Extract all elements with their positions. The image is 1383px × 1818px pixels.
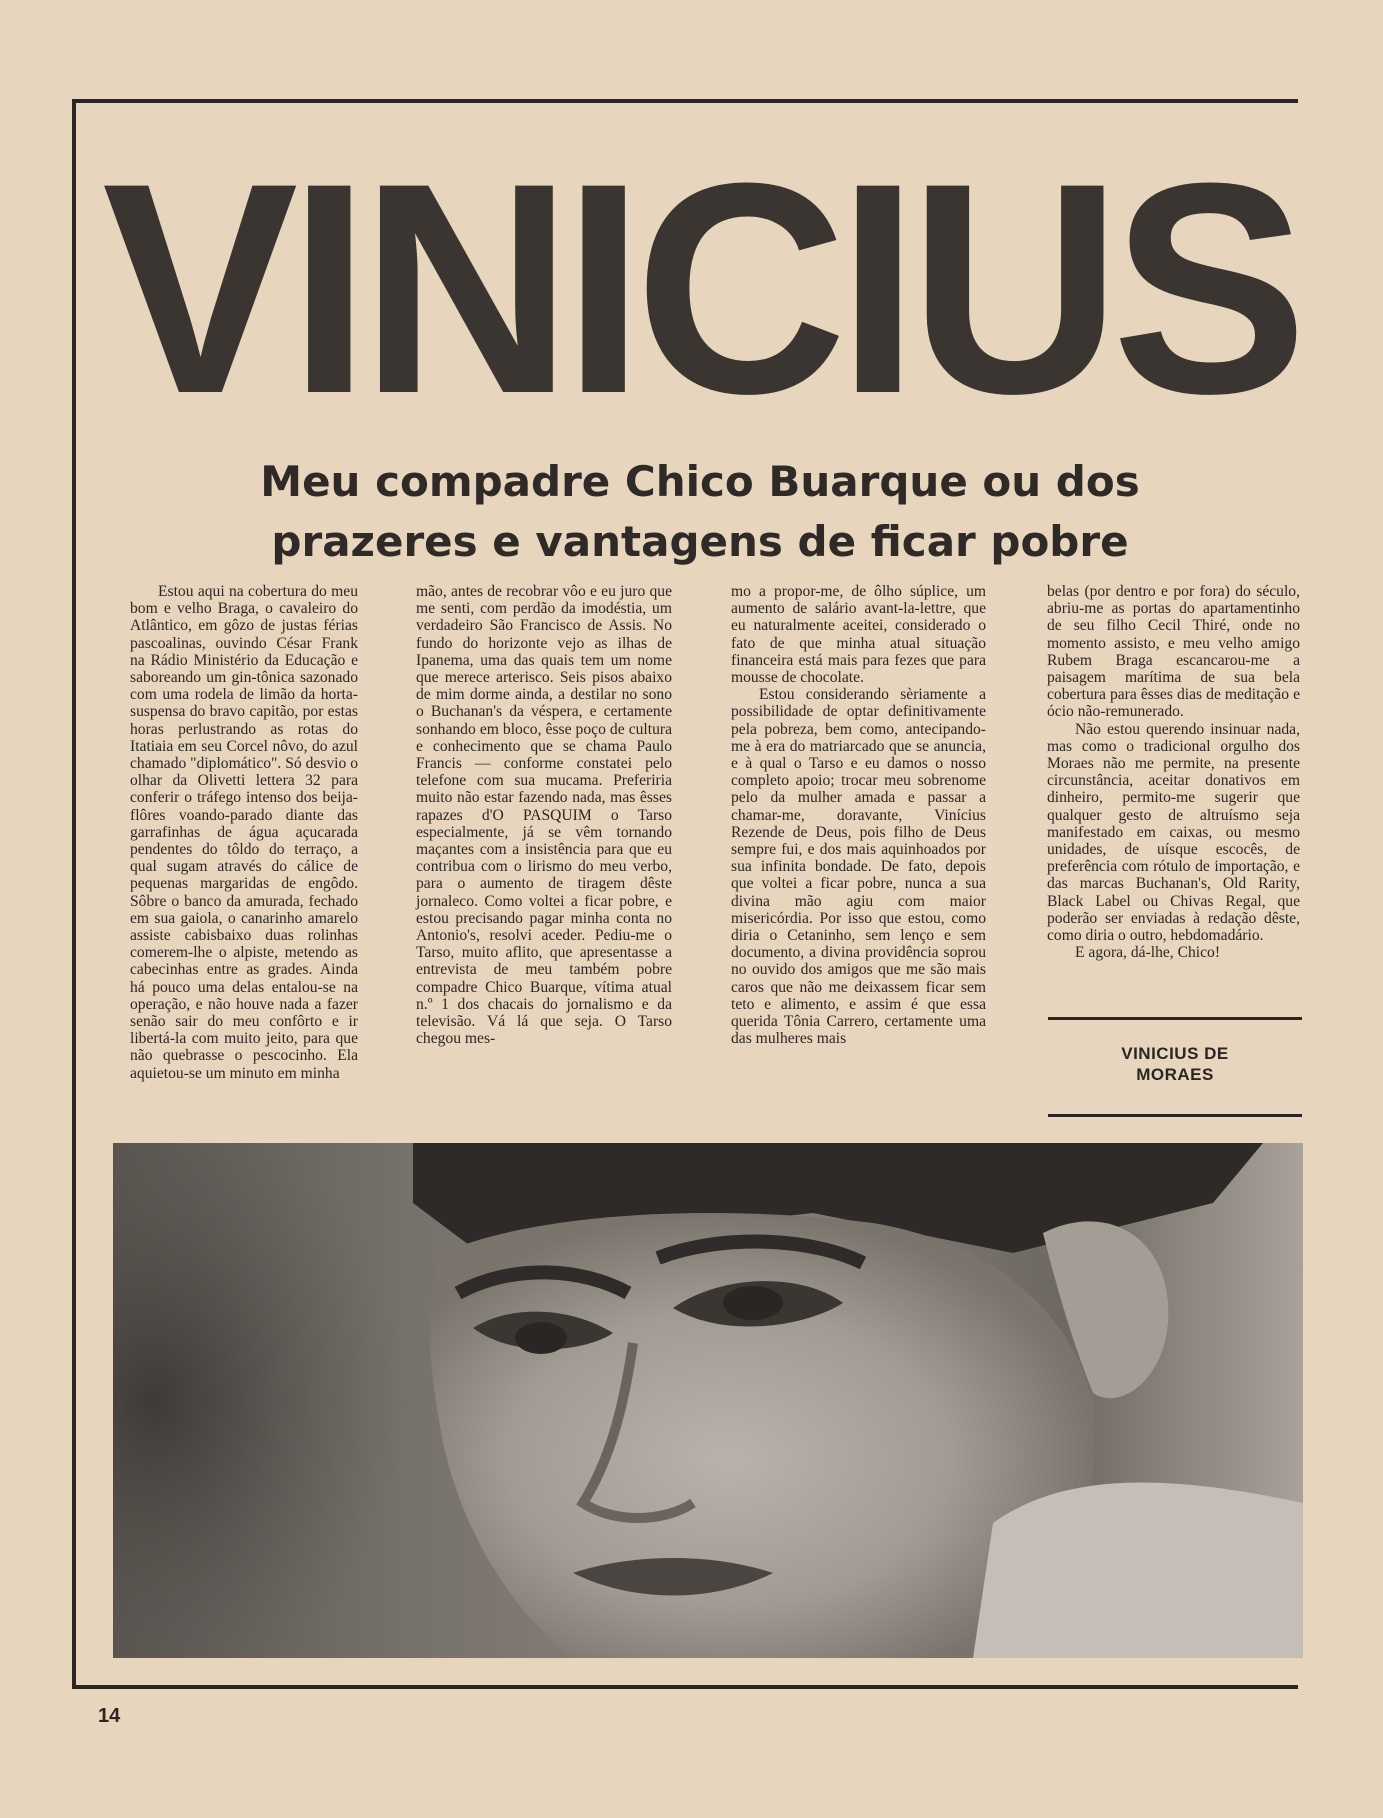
portrait-photo-illustration	[113, 1143, 1303, 1658]
article-column-4	[1047, 583, 1300, 1013]
subtitle-line-1: Meu compadre Chico Buarque ou dos	[260, 457, 1140, 506]
article-subtitle	[130, 452, 1270, 572]
article-column-1	[130, 583, 358, 1113]
paragraph: mão, antes de recobrar vôo e eu juro que me senti, com perdão da imodéstia, um verdadeiro São Francisco de Assis. No fundo do horizonte vejo as ilhas de Ipanema, uma das quais tem um nome que merece arterisco. Seis pisos abaixo de mim dorme ainda, a destilar no sono o Buchanan's da véspera, e certamente sonhando em bloco, êsse poço de cultura e conhecimento que se chama Paulo Francis — conforme constatei pelo telefone com sua mucama. Preferiria muito não estar fazendo nada, mas êsses rapazes d'O PASQUIM o Tarso especialmente, já se vêm tornando maçantes com a insistência para que eu contribua com o lirismo do meu verbo, para o aumento de tiragem dêste jornaleco. Como voltei a ficar pobre, e estou precisando pagar minha conta no Antonio's, resolvi aceder. Pediu-me o Tarso, muito aflito, que apresentasse a entrevista de meu também pobre compadre Chico Buarque, vítima atual n.º 1 dos chacais do jornalismo e da televisão. Vá lá que seja. O Tarso chegou mes-	[416, 583, 672, 1048]
byline-rule-bottom	[1048, 1114, 1302, 1117]
page-number: 14	[98, 1705, 121, 1727]
paragraph: mo a propor-me, de ôlho súplice, um aumento de salário avant-la-lettre, que eu naturalmente aceitei, considerado o fato de que minha atual situação financeira está mais para fezes que para mousse de chocolate.	[731, 583, 986, 687]
byline-line-1: VINICIUS DE	[1121, 1044, 1229, 1063]
byline-rule-top	[1048, 1017, 1302, 1020]
paragraph: belas (por dentro e por fora) do século, abriu-me as portas do apartamentinho de seu filho Cecil Thiré, onde no momento assisto, e meu velho amigo Rubem Braga escancarou-me a paisagem marítima de sua bela cobertura para êsses dias de meditação e ócio não-remunerado.	[1047, 583, 1300, 721]
paragraph: Estou aqui na cobertura do meu bom e velho Braga, o cavaleiro do Atlântico, em gôzo de justas férias pascoalinas, ouvindo César Frank na Rádio Ministério da Educação e saboreando um gin-tônica sazonado com uma rodela de limão da horta-suspensa do bravo capitão, por estas horas perlustrando as rotas do Itatiaia em seu Corcel nôvo, do azul chamado "diplomático". Só desvio o olhar da Olivetti lettera 32 para conferir o tráfego intenso dos beija-flôres voando-parado diante das garrafinhas de água açucarada pendentes do tôldo do terraço, a qual sugam através do cálice de pequenas margaridas de engôdo. Sôbre o banco da amurada, fechado em sua gaiola, o canarinho amarelo assiste cabisbaixo duas rolinhas comerem-lhe o alpiste, metendo as cabecinhas entre as grades. Ainda há pouco uma delas entalou-se na operação, e não houve nada a fazer senão sair do meu confôrto e ir libertá-la com muito jeito, para que não quebrasse o pescocinho. Ela aquietou-se um minuto em minha	[130, 583, 358, 1082]
subtitle-line-2: prazeres e vantagens de ficar pobre	[271, 517, 1129, 566]
article-column-3	[731, 583, 986, 1113]
byline-line-2: MORAES	[1136, 1065, 1214, 1084]
paragraph: Estou considerando sèriamente a possibilidade de optar definitivamente pela pobreza, bem como, antecipando-me à era do matriarcado que se anuncia, e à qual o Tarso e eu damos o nosso completo apoio; trocar meu sobrenome pelo da mulher amada e passar a chamar-me, doravante, Vinícius Rezende de Deus, pois filho de Deus sempre fui, e dos mais aquinhoados por sua infinita bondade. De fato, depois que voltei a ficar pobre, nunca a sua divina mão agiu com maior misericórdia. Por isso que estou, como diria o Cetaninho, sem lenço e sem documento, a divina providência soprou no ouvido dos amigos que me são mais caros que não me deixassem ficar sem teto e alimento, e assim é que essa querida Tônia Carrero, certamente uma das mulheres mais	[731, 686, 986, 1048]
paragraph: Não estou querendo insinuar nada, mas como o tradicional orgulho dos Moraes não me permite, na presente circunstância, aceitar donativos em dinheiro, permito-me sugerir que qualquer gesto de altruísmo seja manifestado em caixas, ou mesmo unidades, de uísque escocês, de preferência com rótulo de importação, e das marcas Buchanan's, Old Rarity, Black Label ou Chivas Regal, que poderão ser enviadas à redação dêste, como diria o outro, hebdomadário.	[1047, 720, 1300, 945]
author-byline	[1048, 1043, 1302, 1085]
portrait-photo	[113, 1143, 1303, 1658]
paragraph: E agora, dá-lhe, Chico!	[1075, 944, 1221, 962]
article-column-2	[416, 583, 672, 1113]
masthead-title: VINICIUS	[102, 120, 1298, 456]
